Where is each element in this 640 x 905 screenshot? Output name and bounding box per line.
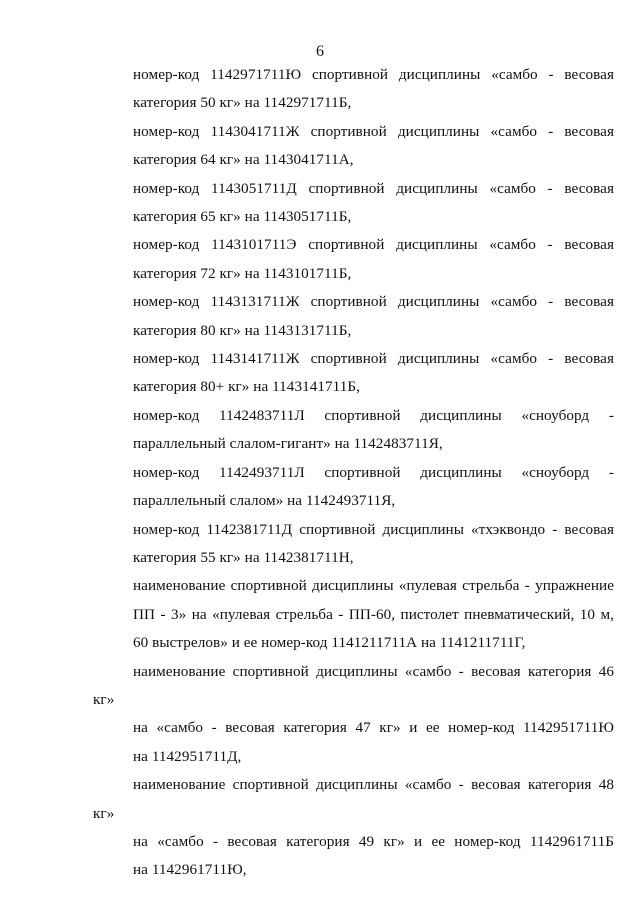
paragraph xyxy=(93,572,614,657)
paragraph xyxy=(93,288,614,345)
paragraph-line: категория 64 кг» на 1143041711А, xyxy=(133,151,354,169)
paragraph-line: категория 50 кг» на 1142971711Б, xyxy=(133,94,352,112)
paragraph-line: на «самбо - весовая категория 49 кг» и ее номер-код 1142961711Б xyxy=(133,832,614,850)
paragraph-line: номер-код 1142971711Ю спортивной дисциплины «самбо - весовая xyxy=(133,66,614,83)
paragraph-line: параллельный слалом-гигант» на 1142483711Я, xyxy=(133,435,443,453)
paragraph-line: ПП - 3» на «пулевая стрельба - ПП-60, пистолет пневматический, 10 м, xyxy=(133,605,614,623)
paragraph xyxy=(93,61,614,118)
paragraph-line: категория 55 кг» на 1142381711Н, xyxy=(133,548,354,566)
paragraph-line: 60 выстрелов» и ее номер-код 1141211711А на 1141211711Г, xyxy=(133,634,526,652)
paragraph-line: номер-код 1142483711Л спортивной дисциплины «сноуборд - xyxy=(133,406,614,424)
paragraph-line: номер-код 1142381711Д спортивной дисциплины «тхэквондо - весовая xyxy=(133,520,614,538)
paragraph xyxy=(93,118,614,175)
paragraph xyxy=(93,345,614,402)
paragraph xyxy=(93,175,614,232)
page-number: 6 xyxy=(316,43,324,60)
paragraph-line: номер-код 1143101711Э спортивной дисциплины «самбо - весовая xyxy=(133,236,614,254)
paragraph-line: на 1142951711Д, xyxy=(133,747,242,765)
paragraph-line: номер-код 1143051711Д спортивной дисциплины «самбо - весовая xyxy=(133,179,614,197)
paragraph xyxy=(93,459,614,516)
paragraph-line: номер-код 1142493711Л спортивной дисциплины «сноуборд - xyxy=(133,463,614,481)
paragraph-line: категория 72 кг» на 1143101711Б, xyxy=(133,264,352,282)
paragraph xyxy=(93,516,614,573)
paragraph-line: наименование спортивной дисциплины «самбо - весовая категория 46 кг» xyxy=(93,662,614,708)
paragraph xyxy=(93,658,614,772)
paragraph-line: категория 65 кг» на 1143051711Б, xyxy=(133,208,352,226)
paragraph-line: номер-код 1143141711Ж спортивной дисциплины «самбо - весовая xyxy=(133,350,614,368)
paragraph-line: категория 80 кг» на 1143131711Б, xyxy=(133,321,352,339)
document-body xyxy=(93,61,614,885)
paragraph xyxy=(93,402,614,459)
paragraph-line: категория 80+ кг» на 1143141711Б, xyxy=(133,378,361,396)
paragraph-line: на 1142961711Ю, xyxy=(133,861,247,879)
paragraph-line: на «самбо - весовая категория 47 кг» и ее номер-код 1142951711Ю xyxy=(133,719,614,737)
paragraph-line: параллельный слалом» на 1142493711Я, xyxy=(133,492,396,510)
paragraph-line: номер-код 1143041711Ж спортивной дисциплины «самбо - весовая xyxy=(133,122,614,140)
paragraph-line: наименование спортивной дисциплины «пулевая стрельба - упражнение xyxy=(133,577,614,595)
paragraph xyxy=(93,231,614,288)
paragraph-line: номер-код 1143131711Ж спортивной дисциплины «самбо - весовая xyxy=(133,293,614,311)
paragraph-line: наименование спортивной дисциплины «самбо - весовая категория 48 кг» xyxy=(93,776,614,822)
paragraph xyxy=(93,771,614,885)
